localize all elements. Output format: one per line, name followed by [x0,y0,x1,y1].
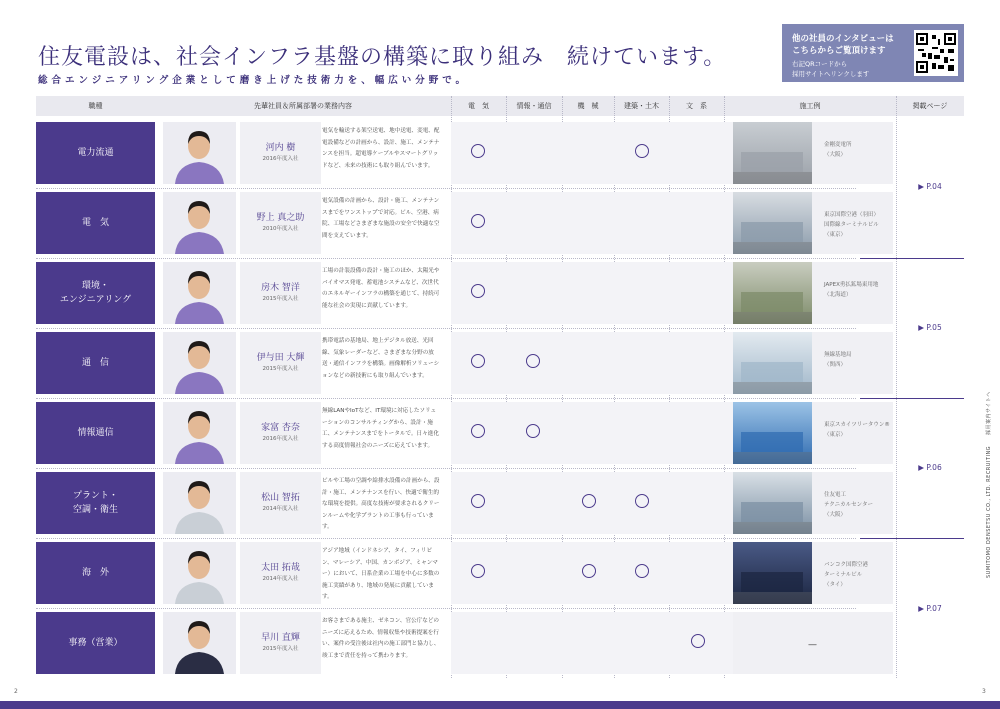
table-row [36,472,964,534]
applicable-mark-civil [635,564,649,578]
page-ref-p06[interactable]: ▶ P.06 [918,463,942,472]
qr-note-1: 右記QRコードから [792,60,848,68]
staff-join-year: 2010年度入社 [262,226,299,232]
job-description: 工場の計装設備の設計・施工のほか、太陽光やバイオマス発電、蓄電池システムなど、次世代のエネルギーインフラの構築を通じて、持続可能な社会の実現に貢献しています。 [322,268,440,309]
job-category: 環境・ エンジニアリング [36,262,155,324]
job-category: 通 信 [36,332,155,394]
page-ref-p07[interactable]: ▶ P.07 [918,604,942,613]
staff-name: 早川 直輝 [261,633,300,643]
job-category: 事務（営業） [36,612,155,674]
staff-join-year: 2016年度入社 [262,156,299,162]
staff-photo [163,612,236,674]
site-photo [733,472,812,534]
col-civil: 建築・土木 [624,102,659,110]
job-description: 電気設備の計画から、設計・施工、メンテナンスまでをワンストップで対応。ビル、空港、病院、工場などさまざまな施設の安全で快適な空間を支えています。 [322,198,440,239]
table-header [36,96,964,116]
staff-name: 松山 智拓 [261,493,300,503]
col-mech: 機 械 [577,102,599,110]
applicable-mark-electric [471,284,485,298]
applicable-mark-mech [582,494,596,508]
applicable-mark-electric [471,354,485,368]
staff-photo [163,332,236,394]
page-ref-p04[interactable]: ▶ P.04 [918,182,942,191]
staff-name-box [240,192,321,254]
row-divider [36,258,856,259]
qr-heading-1: 他の社員のインタビューは [792,34,894,44]
job-category: 海 外 [36,542,155,604]
job-category: 電力流通 [36,122,155,184]
page-subtitle: 総合エンジニアリング企業として磨き上げた技術力を、幅広い分野で。 [38,75,470,86]
staff-name: 房木 智洋 [261,283,300,293]
staff-join-year: 2015年度入社 [262,296,299,302]
page-group-divider [860,398,964,399]
table-row [36,332,964,394]
col-category: 職種 [88,102,103,110]
staff-name-box [240,122,321,184]
staff-name: 野上 真之助 [256,213,305,223]
job-description: 電気を輸送する架空送電、地中送電、変電、配電設備などの計画から、設計、施工、メンテナンスを担当。超電導ケーブルやスマートグリッドなど、未来の技術にも取り組んでいます。 [322,128,440,169]
staff-photo [163,262,236,324]
staff-name-box [240,472,321,534]
staff-photo [163,542,236,604]
table-row [36,262,964,324]
staff-join-year: 2014年度入社 [262,576,299,582]
staff-join-year: 2014年度入社 [262,506,299,512]
staff-join-year: 2015年度入社 [262,646,299,652]
row-background [451,262,745,324]
table-row [36,192,964,254]
row-background [451,192,745,254]
table-row [36,402,964,464]
applicable-mark-electric [471,144,485,158]
staff-photo [163,192,236,254]
site-photo [733,192,812,254]
staff-join-year: 2016年度入社 [262,436,299,442]
qr-code-icon[interactable] [914,30,958,76]
applicable-mark-electric [471,564,485,578]
job-category: 情報通信 [36,402,155,464]
applicable-mark-electric [471,424,485,438]
col-info: 情報・通信 [516,102,552,110]
applicable-mark-info [526,354,540,368]
site-photo [733,402,812,464]
job-category: 電 気 [36,192,155,254]
site-name: 金剛変電所 （大阪） [824,142,852,158]
site-name: 住友電工 テクニカルセンター （大阪） [824,492,873,518]
staff-name-box [240,332,321,394]
page-number-right: 3 [982,688,986,695]
table-row [36,122,964,184]
staff-name: 伊与田 大輝 [256,353,305,363]
page-ref-p05[interactable]: ▶ P.05 [918,323,942,332]
applicable-mark-mech [582,564,596,578]
bottom-bar [0,701,1000,709]
job-description: ビルや工場の空調や給排水設備の計画から、設計・施工、メンテナンスを行い、快適で衛生的な環境を提供。高度な技術が要求されるクリーンルームや化学プラントの工事も行っています。 [322,478,440,531]
col-electric: 電 気 [468,102,489,110]
applicable-mark-liberal [691,634,705,648]
staff-name-box [240,402,321,464]
row-background [451,402,745,464]
staff-name: 太田 拓哉 [261,563,300,573]
qr-note-2: 採用サイトへリンクします [792,70,870,78]
site-name: 東京国際空港（羽田） 国際線ターミナルビル （東京） [824,212,880,238]
row-divider [36,188,856,189]
row-divider [36,398,856,399]
site-name: 東京スカイツリータウン® （東京） [824,422,890,438]
col-staff: 先輩社員＆所属部署の業務内容 [254,102,352,110]
site-photo [733,332,812,394]
table-row [36,612,964,674]
col-page: 掲載ページ [912,102,948,110]
job-description: アジア地域（インドネシア、タイ、フィリピン、マレーシア、中国、カンボジア、ミャンマー）において、日系企業の工場を中心に多数の施工実績があり、地域の発展に貢献しています。 [322,548,440,601]
applicable-mark-info [526,424,540,438]
row-divider [36,608,856,609]
site-name: JAPEX勇払鉱場東用地 （北海道） [824,282,879,298]
job-description: 無線LANやIoTなど、IT環境に対応したソリューションのコンサルティングから、設計・施工、メンテナンスまでをトータルで。日々進化する高度情報社会のニーズに応えています。 [322,408,439,449]
row-divider [36,468,856,469]
site-photo [733,542,812,604]
row-background [451,122,745,184]
page-number-left: 2 [14,688,18,695]
qr-heading-2: こちらからご覧頂けます [792,46,886,56]
side-caption [985,258,993,578]
staff-photo [163,472,236,534]
row-background [451,332,745,394]
row-background [451,542,745,604]
applicable-mark-electric [471,214,485,228]
qr-info-box[interactable] [782,24,964,82]
staff-name-box [240,542,321,604]
job-category: プラント・ 空調・衛生 [36,472,155,534]
site-none: — [808,640,817,650]
staff-name: 河内 樹 [265,143,296,153]
site-photo [733,262,812,324]
staff-photo [163,122,236,184]
row-background [451,472,745,534]
site-photo [733,122,812,184]
applicable-mark-civil [635,144,649,158]
page-group-divider [860,538,964,539]
staff-name: 家富 杏奈 [261,423,300,433]
page-title: 住友電設は、社会インフラ基盤の構築に取り組み 続けています。 [38,45,727,70]
page-group-divider [860,258,964,259]
job-description: 携帯電話の基地局、地上デジタル放送、光回線、気象レーダーなど、さまざまな分野の放送・通信インフラを構築。画像解析ソリューションなどの新技術にも取り組んでいます。 [322,338,440,379]
side-caption-text: SUMITOMO DENSETSU CO., LTD. RECRUITING 採用案内サイトへ [986,391,992,578]
site-name: バンコク国際空港 ターミナルビル （タイ） [824,562,869,588]
row-divider [36,538,856,539]
staff-name-box [240,612,321,674]
applicable-mark-civil [635,494,649,508]
col-examples: 施工例 [799,102,821,110]
row-divider [36,328,856,329]
staff-join-year: 2015年度入社 [262,366,299,372]
job-description: お客さまである施主、ゼネコン、官公庁などのニーズに応えるため、情報収集や技術提案を行い、案件の受注後は社内の施工部門と協力し、竣工まで責任を持って携わります。 [322,618,440,659]
applicable-mark-electric [471,494,485,508]
table-row [36,542,964,604]
col-liberal: 文 系 [686,102,707,110]
staff-name-box [240,262,321,324]
staff-photo [163,402,236,464]
site-name: 無線基地局 （関西） [824,352,852,368]
